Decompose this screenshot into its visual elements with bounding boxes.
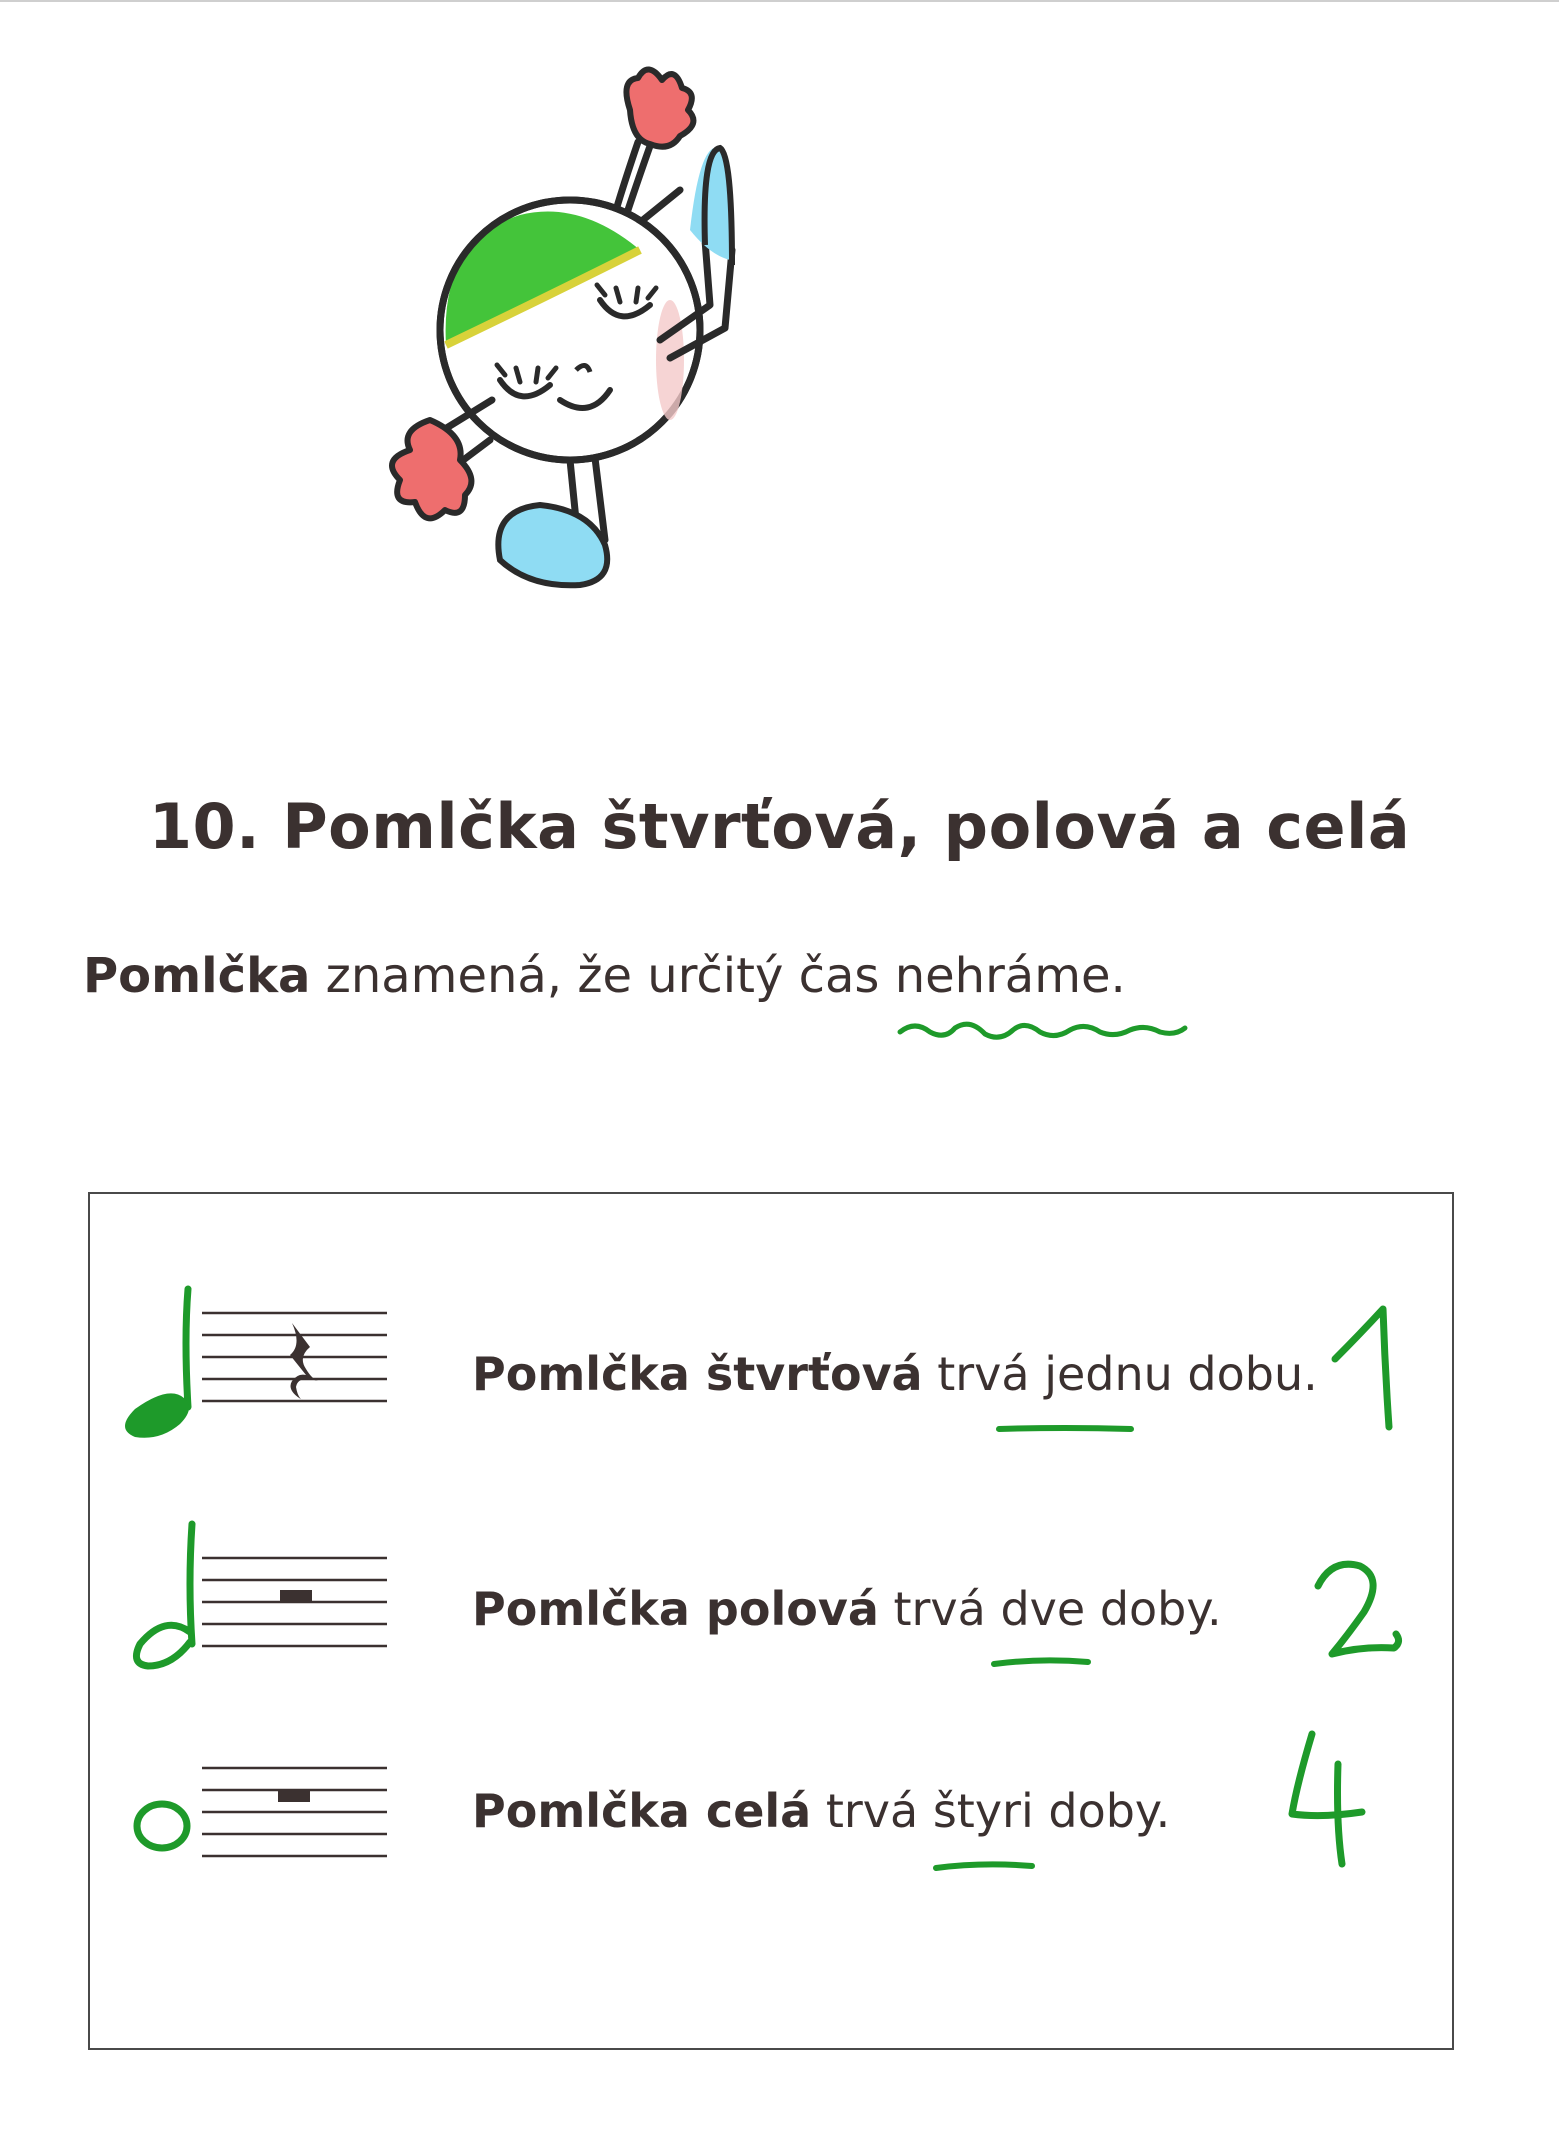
page-title: 10. Pomlčka štvrťová, polová a celá: [148, 790, 1411, 863]
whole-rest-icon: [202, 1764, 392, 1884]
rule-answer: štyri: [932, 1784, 1034, 1838]
intro-text: znamená, že určitý čas: [310, 948, 895, 1004]
rule-mid: trvá: [878, 1582, 1001, 1636]
rule-text-whole: [472, 1784, 1170, 1838]
rule-mid: trvá: [811, 1784, 933, 1838]
half-rest-icon: [202, 1554, 392, 1674]
handwritten-number: [1272, 1724, 1392, 1874]
rule-text-half: [472, 1582, 1222, 1636]
rule-bold: Pomlčka celá: [472, 1784, 812, 1838]
handwritten-number: [1302, 1544, 1422, 1694]
rule-text-quarter: [472, 1347, 1318, 1401]
answer-underline: [932, 1856, 1092, 1876]
quarter-rest-icon: [202, 1309, 392, 1429]
rule-answer: dve: [1000, 1582, 1086, 1636]
rule-bold: Pomlčka polová: [472, 1582, 879, 1636]
top-edge: [0, 0, 1559, 2]
intro-wavy-underline: [895, 1010, 1195, 1050]
rule-row-quarter: [90, 1279, 1452, 1479]
rule-end: dobu.: [1172, 1347, 1318, 1401]
rule-end: doby.: [1085, 1582, 1222, 1636]
handwritten-number: [1315, 1299, 1435, 1449]
intro-underlined-word: nehráme: [894, 948, 1111, 1004]
rule-answer: jednu: [1044, 1347, 1173, 1401]
rule-row-half: [90, 1514, 1452, 1714]
rests-box: [88, 1192, 1454, 2050]
intro-sentence: [83, 948, 1126, 1004]
dancing-figure-drawing: [520, 40, 1040, 620]
intro-bold: Pomlčka: [83, 948, 311, 1004]
rule-end: doby.: [1033, 1784, 1171, 1838]
rule-bold: Pomlčka štvrťová: [472, 1347, 923, 1401]
rule-row-whole: [90, 1764, 1452, 1964]
intro-end: .: [1110, 948, 1126, 1004]
answer-underline: [990, 1652, 1150, 1672]
rule-mid: trvá: [922, 1347, 1045, 1401]
answer-underline: [995, 1419, 1155, 1439]
